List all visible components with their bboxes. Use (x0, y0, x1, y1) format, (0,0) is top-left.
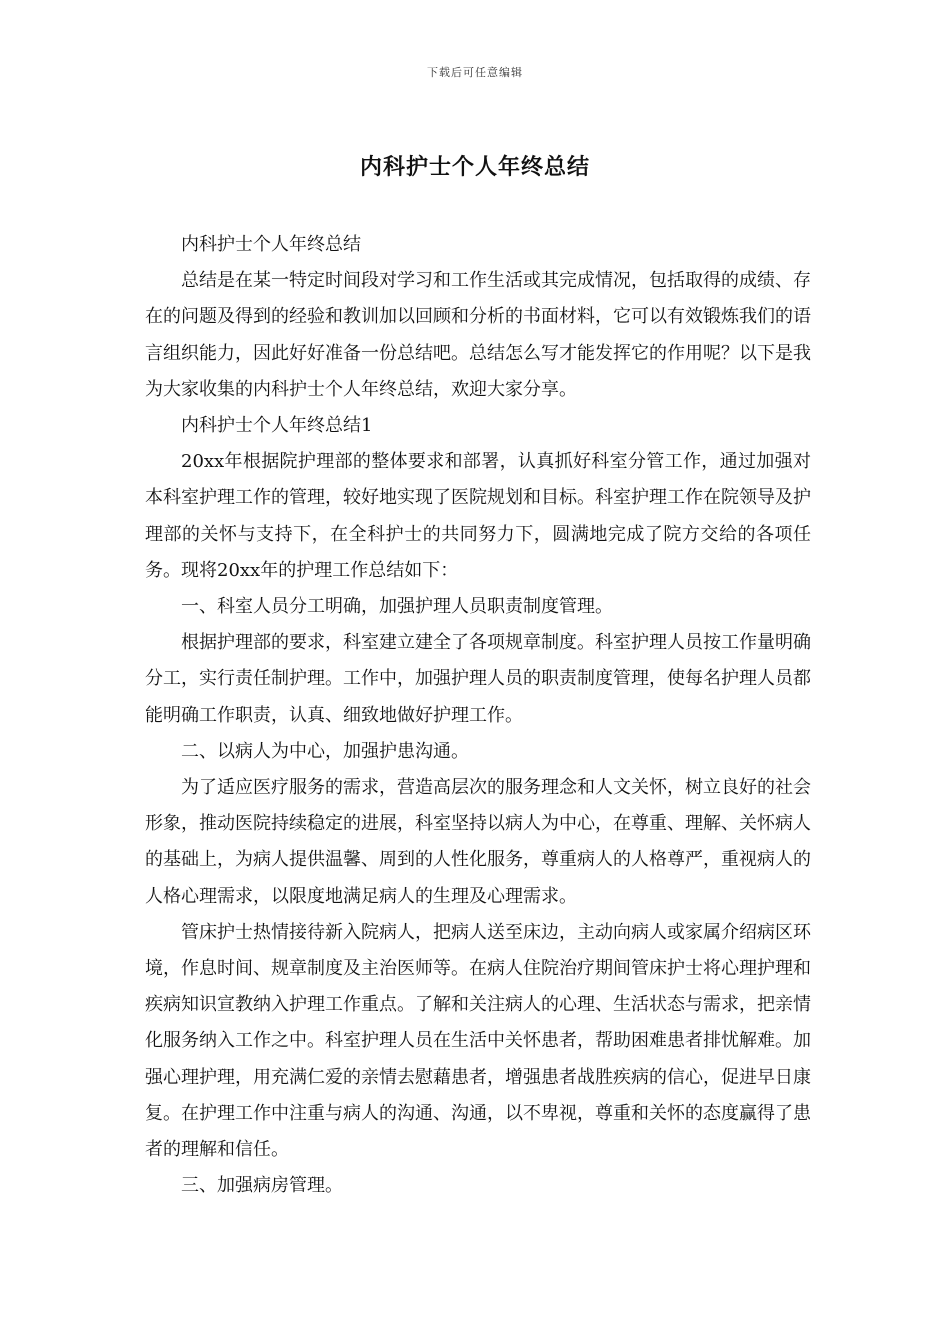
paragraph-heading-one: 一、科室人员分工明确，加强护理人员职责制度管理。 (181, 596, 613, 618)
paragraph-intro: 总结是在某一特定时间段对学习和工作生活或其完成情况，包括取得的成绩、存在的问题及得到的经验和教训加以回顾和分析的书面材料，它可以有效锻炼我们的语言组织能力，因此好好准备一份总结吧。总结怎么写才能发挥它的作用呢？以下是我为大家收集的内科护士个人年终总结，欢迎大家分享。 (145, 270, 811, 400)
paragraph-body-two: 为了适应医疗服务的需求，营造高层次的服务理念和人文关怀，树立良好的社会形象，推动医院持续稳定的进展，科室坚持以病人为中心，在尊重、理解、关怀病人的基础上，为病人提供温馨、周到的人性化服务，尊重病人的人格尊严，重视病人的人格心理需求，以限度地满足病人的生理及心理需求。 (145, 777, 811, 907)
paragraph-overview: 20xx年根据院护理部的整体要求和部署，认真抓好科室分管工作，通过加强对本科室护理工作的管理，较好地实现了医院规划和目标。科室护理工作在院领导及护理部的关怀与支持下，在全科护士的共同努力下，圆满地完成了院方交给的各项任务。现将20xx年的护理工作总结如下： (145, 451, 811, 581)
header-note: 下载后可任意编辑 (427, 66, 523, 79)
document-title: 内科护士个人年终总结 (359, 154, 590, 180)
document-body (145, 227, 811, 1204)
paragraph-body-three: 管床护士热情接待新入院病人，把病人送至床边，主动向病人或家属介绍病区环境，作息时间、规章制度及主治医师等。在病人住院治疗期间管床护士将心理护理和疾病知识宣教纳入护理工作重点。了解和关注病人的心理、生活状态与需求，把亲情化服务纳入工作之中。科室护理人员在生活中关怀患者，帮助困难患者排忧解难。加强心理护理，用充满仁爱的亲情去慰藉患者，增强患者战胜疾病的信心，促进早日康复。在护理工作中注重与病人的沟通、沟通，以不卑视，尊重和关怀的态度赢得了患者的理解和信任。 (145, 921, 811, 1161)
paragraph-subtitle: 内科护士个人年终总结 (181, 234, 361, 255)
paragraph-heading-three: 三、加强病房管理。 (181, 1175, 343, 1197)
paragraph-body-one: 根据护理部的要求，科室建立建全了各项规章制度。科室护理人员按工作量明确分工，实行责任制护理。工作中，加强护理人员的职责制度管理，使每名护理人员都能明确工作职责，认真、细致地做好护理工作。 (145, 632, 811, 726)
paragraph-section-heading: 内科护士个人年终总结1 (181, 415, 373, 437)
paragraph-heading-two: 二、以病人为中心，加强护患沟通。 (181, 740, 469, 762)
